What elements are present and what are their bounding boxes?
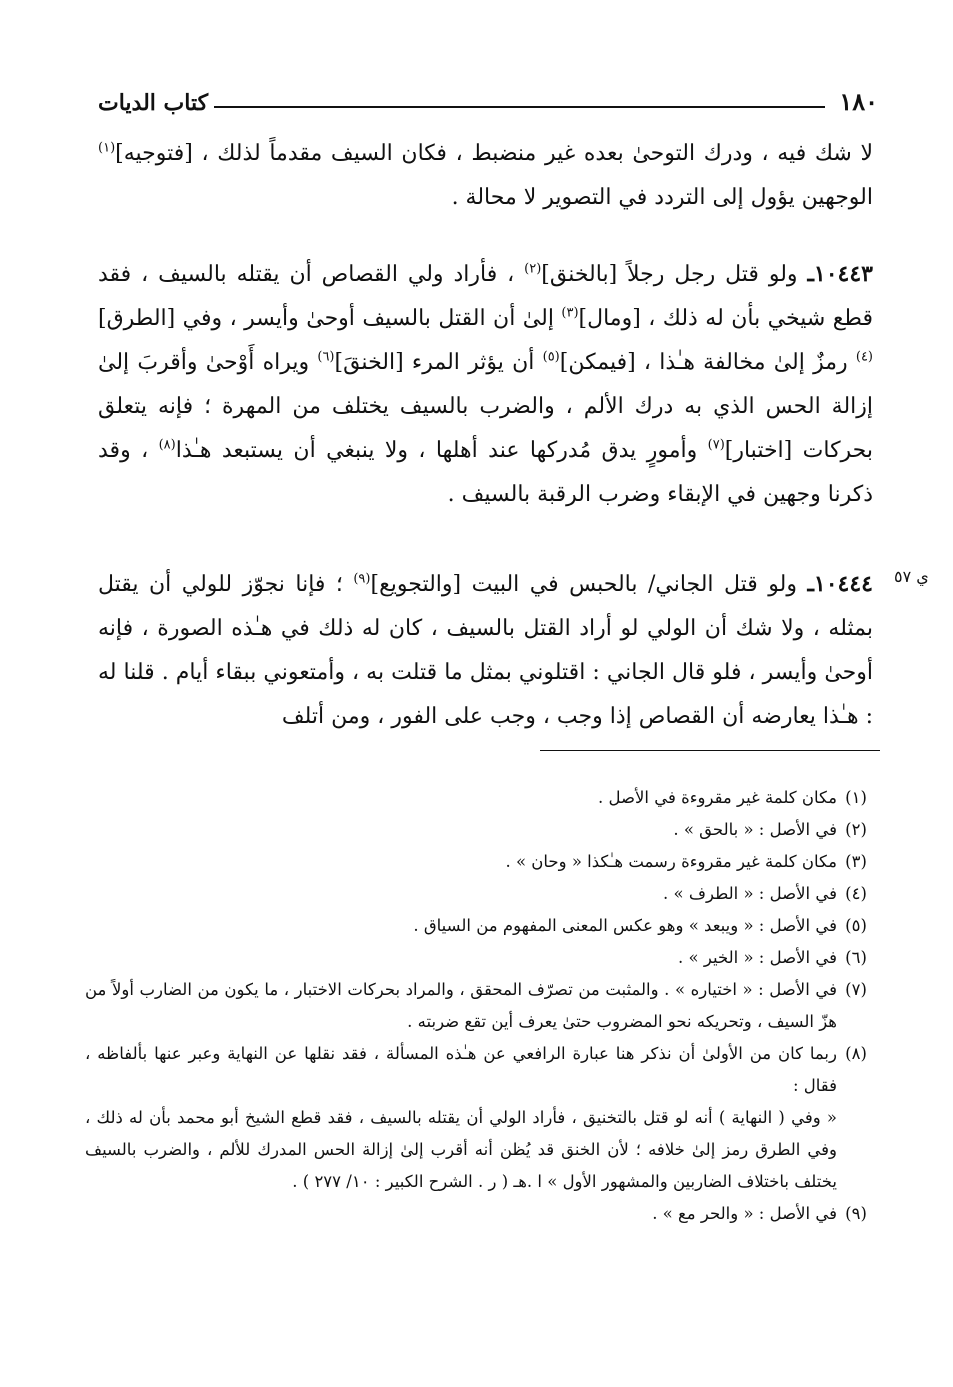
header-rule bbox=[214, 106, 825, 108]
footnote-ref[interactable]: (٩) bbox=[353, 571, 371, 587]
text-run: ؛ فإنا نجوّز للولي أن يقتل بمثله ، ولا شك أن الولي لو أراد القتل بالسيف ، كان له ذلك في هـٰذه الصورة ، فإنه أوحىٰ وأيسر ، فلو قال الجاني : اقتلوني بمثل ما قتلت به ، وأمتعوني ببقاء أيام . قلنا له : هـٰذا يعارضه أن القصاص إذا وجب ، وجب على الفور ، ومن أتلف bbox=[98, 572, 873, 729]
footnote-separator bbox=[540, 750, 880, 751]
paragraph-10444 bbox=[98, 562, 873, 739]
footnote-text: مكان كلمة غير مقروءة رسمت هـٰكذا « وحان » . bbox=[505, 852, 837, 871]
text-run: ، فأراد ولي القصاص أن يقتله بالسيف ، فقد قطع شيخي بأن له ذلك ، [ومال] bbox=[98, 262, 873, 331]
footnote-ref[interactable]: (٥) bbox=[542, 349, 560, 365]
footnote bbox=[85, 814, 875, 846]
page-number: ١٨٠ bbox=[839, 87, 878, 116]
footnote-ref[interactable]: (١) bbox=[98, 140, 116, 156]
paragraph-continuation bbox=[98, 132, 873, 220]
footnote-number: (٢) bbox=[845, 820, 867, 839]
footnote bbox=[85, 974, 875, 1038]
footnote-text: في الأصل : « اختياره » . والمثبت من تصرّف المحقق ، والمراد بحركات الاختبار ، ما يكون من الضارب أولاً من هزّ السيف ، وتحريكه نحو المضروب حتىٰ يعرف أين تقع ضربته . bbox=[85, 980, 837, 1031]
footnote-number: (٩) bbox=[845, 1204, 867, 1223]
footnote bbox=[85, 1198, 875, 1230]
footnote-number: (٨) bbox=[845, 1044, 867, 1063]
footnote-text: في الأصل : « والحر مع » . bbox=[652, 1204, 837, 1223]
page-header bbox=[98, 80, 878, 116]
footnote bbox=[85, 942, 875, 974]
text-run: الوجهين يؤول إلى التردد في التصوير لا محالة . bbox=[451, 185, 873, 210]
text-run: ولو قتل الجاني/ بالحبس في البيت [والتجويع] bbox=[370, 572, 808, 597]
footnote bbox=[85, 910, 875, 942]
footnote-number: (١) bbox=[845, 788, 867, 807]
footnote-quote: « وفي ( النهاية ) أنه لو قتل بالتخنيق ، فأراد الولي أن يقتله بالسيف ، فقد قطع الشيخ أبو محمد بأن له ذلك ، وفي الطرق رمز إلىٰ خلافه ؛ لأن الخنق قد يُظن أنه أقرب إلىٰ إزالة الحس المدرك للألم ، والضرب بالسيف يختلف باختلاف الضاربين والمشهور الأول » ا .هـ ( ر . الشرح الكبير : ١٠/ ٢٧٧ ) . bbox=[85, 1108, 837, 1191]
margin-note: ي ٥٧ bbox=[894, 567, 929, 586]
text-run: أن يؤثر المرء [الخنقَ] bbox=[334, 350, 543, 375]
paragraph-number: ١٠٤٤٤ bbox=[813, 571, 873, 597]
text-run: ويراه أَوْحىٰ وأقربَ إلىٰ إزالة الحس الذي به درك الألم ، والضرب بالسيف يختلف من المهرة ؛ فإنه يتعلق بحركات [اختبار] bbox=[98, 350, 874, 463]
footnote-number: (٣) bbox=[845, 852, 867, 871]
footnote-ref[interactable]: (٢) bbox=[524, 261, 542, 277]
text-run: ولو قتل رجل رجلاً [بالخنق] bbox=[541, 262, 808, 287]
footnote-text: في الأصل : « الخير » . bbox=[678, 948, 837, 967]
footnote-ref[interactable]: (٤) bbox=[855, 349, 873, 365]
footnote-ref[interactable]: (٧) bbox=[707, 437, 725, 453]
footnote-text: مكان كلمة غير مقروءة في الأصل . bbox=[597, 788, 837, 807]
footnote-number: (٥) bbox=[845, 916, 867, 935]
book-title: كتاب الديات bbox=[98, 90, 209, 116]
footnote bbox=[85, 782, 875, 814]
paragraph-10443 bbox=[98, 252, 873, 517]
footnotes bbox=[85, 782, 875, 1230]
text-run: إلىٰ أن القتل بالسيف أوحىٰ وأيسر ، وفي [الطرق] bbox=[98, 306, 562, 331]
footnote-text: ربما كان من الأولىٰ أن نذكر هنا عبارة الرافعي عن هـٰذه المسألة ، فقد نقلها عن النهاية وعبر عنها بألفاظه ، فقال : bbox=[85, 1044, 837, 1095]
footnote-number: (٧) bbox=[845, 980, 867, 999]
text-run: رمزٌ إلىٰ مخالفة هـٰذا ، [فيمكن] bbox=[559, 350, 856, 375]
footnote-text: في الأصل : « بالحق » . bbox=[673, 820, 837, 839]
dash: ـ bbox=[807, 571, 814, 597]
text-run: وأمورٍ يدق مُدركها عند أهلها ، ولا ينبغي أن يستبعد هـٰذا bbox=[175, 438, 708, 463]
footnote bbox=[85, 878, 875, 910]
paragraph-number: ١٠٤٤٣ bbox=[813, 261, 873, 287]
text-run: ، وقد ذكرنا وجهين في الإبقاء وضرب الرقبة بالسيف . bbox=[98, 438, 873, 507]
footnote-number: (٤) bbox=[845, 884, 867, 903]
footnote-number: (٦) bbox=[845, 948, 867, 967]
text-run: لا شك فيه ، ودرك التوحىٰ بعده غير منضبط ، فكان السيف مقدماً لذلك ، [فتوجيه] bbox=[115, 141, 873, 166]
footnote-ref[interactable]: (٨) bbox=[158, 437, 176, 453]
footnote-text: في الأصل : « ويبعد » وهو عكس المعنى المفهوم من السياق . bbox=[413, 916, 837, 935]
footnote-ref[interactable]: (٦) bbox=[317, 349, 335, 365]
dash: ـ bbox=[807, 261, 814, 287]
footnote bbox=[85, 1038, 875, 1102]
footnote bbox=[85, 846, 875, 878]
footnote-ref[interactable]: (٣) bbox=[561, 305, 579, 321]
footnote-text: في الأصل : « الطرف » . bbox=[663, 884, 837, 903]
